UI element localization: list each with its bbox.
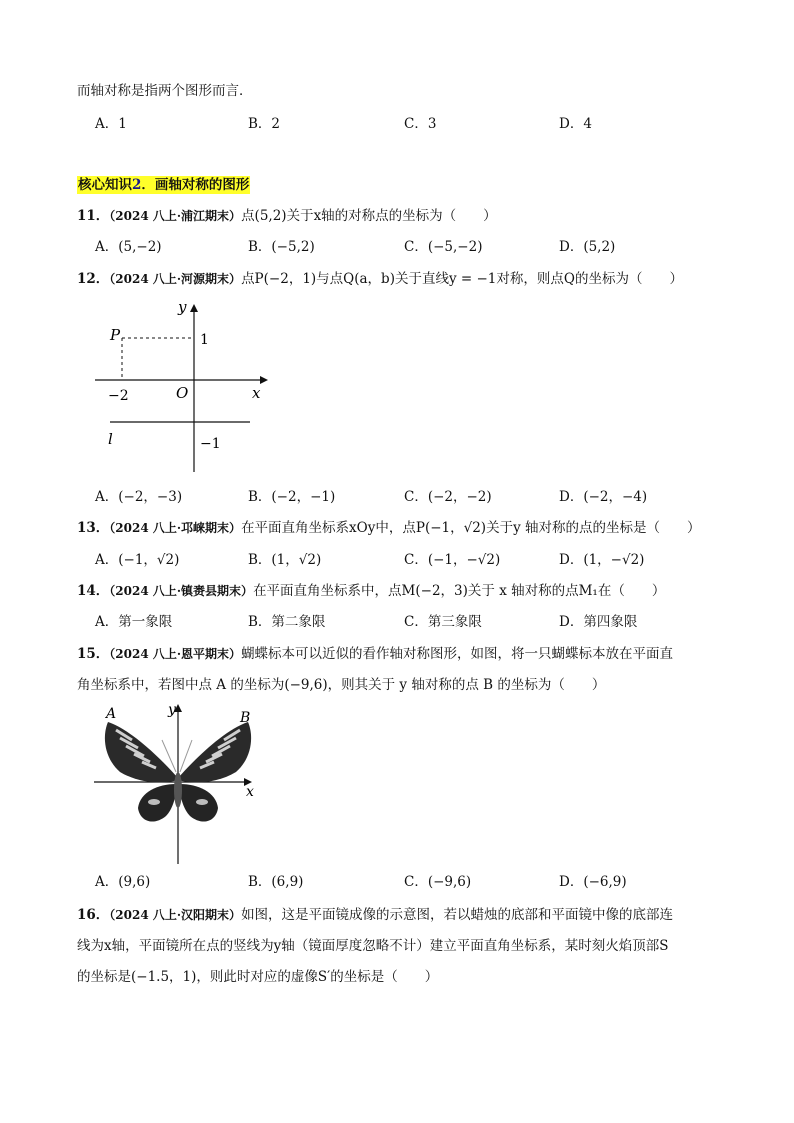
question-stem: 在平面直角坐标系xOy中，点P(−1，√2)关于y 轴对称的点的坐标是（ ） bbox=[241, 520, 701, 536]
q11-option-a[interactable]: A．(5,−2) bbox=[95, 239, 162, 255]
question-stem: 在平面直角坐标系中，点M(−2，3)关于 x 轴对称的点M₁在（ ） bbox=[253, 583, 666, 599]
section-number: 2 bbox=[132, 177, 142, 193]
q10-option-d[interactable]: D．4 bbox=[559, 116, 592, 132]
question-source: （2024 八上·恩平期末） bbox=[109, 647, 242, 661]
question-stem: 蝴蝶标本可以近似的看作轴对称图形，如图，将一只蝴蝶标本放在平面直 bbox=[241, 646, 674, 662]
q15-option-d[interactable]: D．(−6,9) bbox=[559, 874, 627, 890]
origin-label: O bbox=[176, 384, 189, 402]
q12-coordinate-figure bbox=[90, 292, 280, 482]
q10-option-c[interactable]: C．3 bbox=[404, 116, 437, 132]
point-a-label: A bbox=[106, 706, 117, 722]
question-16-line3: 的坐标是(−1.5，1)，则此时对应的虚像S′的坐标是（ ） bbox=[77, 969, 439, 985]
q14-option-d[interactable]: D．第四象限 bbox=[559, 614, 638, 630]
x-axis-arrow bbox=[260, 376, 268, 384]
question-number: 13． bbox=[77, 520, 110, 536]
tick-label-neg1: −1 bbox=[200, 436, 221, 452]
q15-option-a[interactable]: A．(9,6) bbox=[95, 874, 151, 890]
q12-option-d[interactable]: D．(−2，−4) bbox=[559, 489, 648, 505]
question-number: 12． bbox=[77, 271, 110, 287]
question-number: 14． bbox=[77, 583, 110, 599]
q13-option-c[interactable]: C．(−1，−√2) bbox=[404, 552, 501, 568]
q11-option-b[interactable]: B．(−5,2) bbox=[248, 239, 315, 255]
question-16-line2: 线为x轴，平面镜所在点的竖线为y轴（镜面厚度忽略不计）建立平面直角坐标系，某时刻火焰顶部S bbox=[77, 938, 669, 954]
point-b-label: B bbox=[240, 710, 251, 726]
question-stem: 如图，这是平面镜成像的示意图，若以蜡烛的底部和平面镜中像的底部连 bbox=[241, 907, 674, 923]
q15-option-b[interactable]: B．(6,9) bbox=[248, 874, 304, 890]
section-title: ．画轴对称的图形 bbox=[141, 177, 250, 193]
q14-option-b[interactable]: B．第二象限 bbox=[248, 614, 326, 630]
y-axis-label: y bbox=[178, 298, 187, 316]
question-number: 15． bbox=[77, 646, 110, 662]
question-source: （2024 八上·河源期末） bbox=[109, 272, 242, 286]
line-l-label: l bbox=[108, 430, 113, 448]
question-number: 11． bbox=[77, 208, 110, 224]
question-14 bbox=[77, 582, 665, 600]
intro-text: 而轴对称是指两个图形而言． bbox=[77, 83, 253, 99]
q12-option-a[interactable]: A．(−2，−3) bbox=[95, 489, 183, 505]
question-source: （2024 八上·浦江期末） bbox=[109, 209, 242, 223]
question-number: 16． bbox=[77, 907, 110, 923]
question-source: （2024 八上·汉阳期末） bbox=[109, 908, 242, 922]
x-axis-label: x bbox=[252, 384, 261, 402]
point-p-label: P bbox=[110, 326, 121, 344]
q13-option-b[interactable]: B．(1，√2) bbox=[248, 552, 322, 568]
x-axis-label: x bbox=[246, 784, 254, 800]
q11-option-d[interactable]: D．(5,2) bbox=[559, 239, 616, 255]
question-13 bbox=[77, 519, 701, 537]
question-11 bbox=[77, 207, 497, 225]
question-15 bbox=[77, 645, 673, 663]
question-12 bbox=[77, 270, 683, 288]
question-source: （2024 八上·邛崃期末） bbox=[109, 521, 242, 535]
tick-label-1: 1 bbox=[200, 332, 209, 348]
q12-option-b[interactable]: B．(−2，−1) bbox=[248, 489, 336, 505]
q13-option-a[interactable]: A．(−1，√2) bbox=[95, 552, 180, 568]
q15-option-c[interactable]: C．(−9,6) bbox=[404, 874, 472, 890]
question-stem: 点P(−2，1)与点Q(a，b)关于直线y = −1对称，则点Q的坐标为（ ） bbox=[241, 271, 683, 287]
q10-option-b[interactable]: B．2 bbox=[248, 116, 281, 132]
section-prefix: 核心知识 bbox=[78, 177, 132, 193]
question-source: （2024 八上·镇赉县期末） bbox=[109, 584, 254, 598]
q10-option-a[interactable]: A．1 bbox=[95, 116, 127, 132]
question-stem: 点(5,2)关于x轴的对称点的坐标为（ ） bbox=[241, 208, 497, 224]
y-axis-label: y bbox=[168, 702, 176, 718]
q11-option-c[interactable]: C．(−5,−2) bbox=[404, 239, 483, 255]
q13-option-d[interactable]: D．(1，−√2) bbox=[559, 552, 645, 568]
q14-option-a[interactable]: A．第一象限 bbox=[95, 614, 173, 630]
y-axis-arrow bbox=[190, 304, 198, 312]
q14-option-c[interactable]: C．第三象限 bbox=[404, 614, 482, 630]
question-16 bbox=[77, 906, 673, 924]
tick-label-neg2: −2 bbox=[108, 388, 129, 404]
question-15-line2: 角坐标系中，若图中点 A 的坐标为(−9,6)，则其关于 y 轴对称的点 B 的坐标为（ ） bbox=[77, 677, 606, 693]
section-heading bbox=[77, 176, 250, 194]
q12-option-c[interactable]: C．(−2，−2) bbox=[404, 489, 492, 505]
q15-butterfly-figure bbox=[92, 700, 267, 868]
